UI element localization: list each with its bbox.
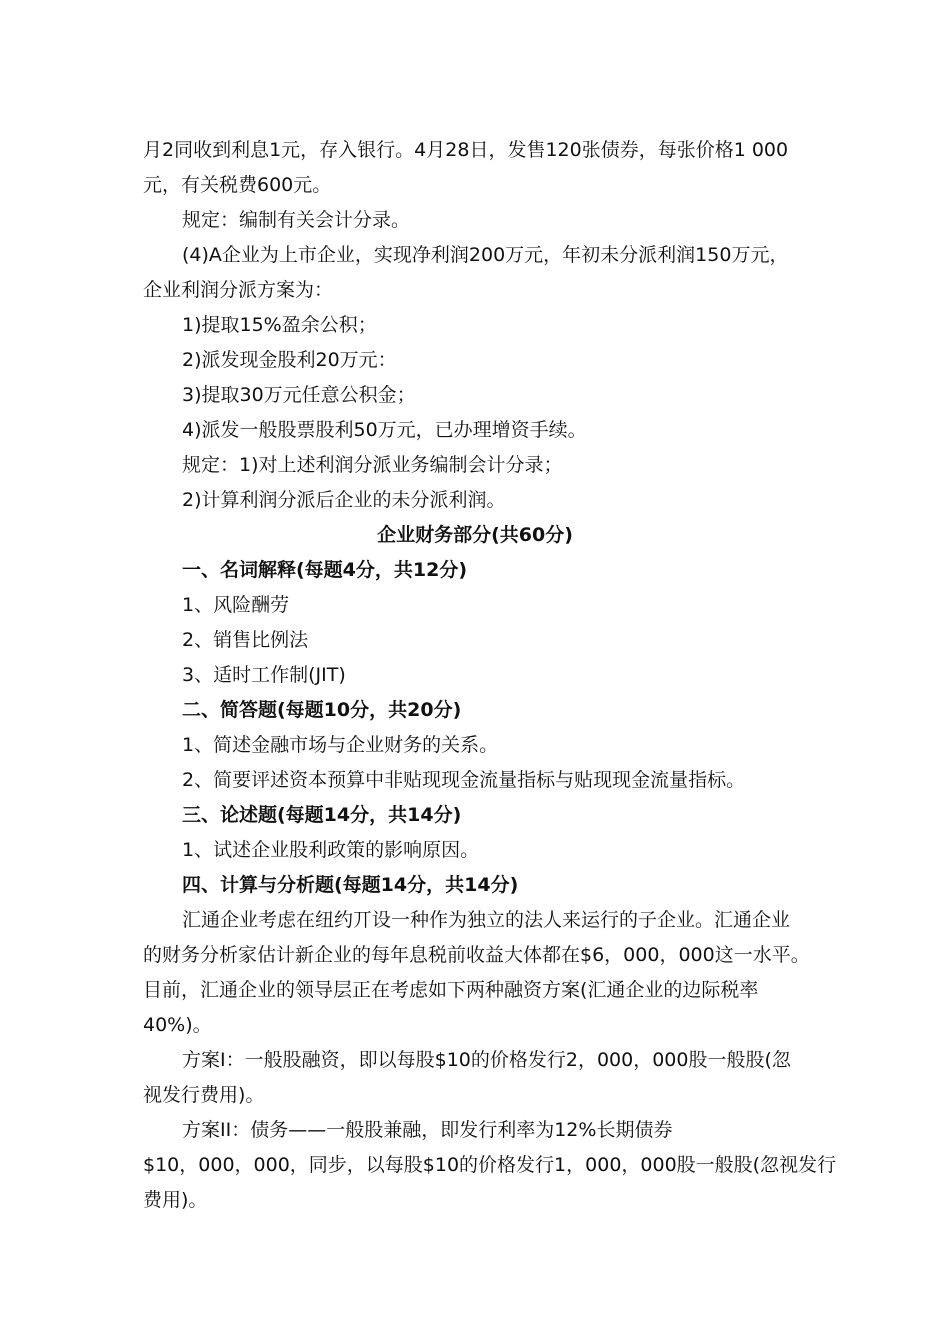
list-item: 2、简要评述资本预算中非贴现现金流量指标与贴现现金流量指标。 [182,769,746,791]
text-line: 企业利润分派方案为： [143,279,334,301]
list-item: 4)派发一般股票股利50万元，已办理增资手续。 [182,419,587,441]
text-line: 费用)。 [143,1189,208,1211]
list-item: 2)派发现金股利20万元： [182,349,397,371]
list-item: 1、试述企业股利政策的影响原因。 [182,839,480,861]
section-heading: 三、论述题(每题14分，共14分) [182,804,462,826]
text-line: 视发行费用)。 [143,1084,265,1106]
section-title: 企业财务部分(共60分) [377,524,573,546]
text-line: 规定：编制有关会计分录。 [182,209,411,231]
text-line: 2)计算利润分派后企业的未分派利润。 [182,489,506,511]
text-line: 规定：1)对上述利润分派业务编制会计分录； [182,454,563,476]
text-line: $10，000，000，同步，以每股$10的价格发行1，000，000股一般股(忽视发行 [143,1154,837,1176]
text-line: 汇通企业考虑在纽约丌设一种作为独立的法人来运行的子企业。汇通企业 [182,909,791,931]
text-line: (4)A企业为上市企业，实现净利润200万元，年初未分派利润150万元， [182,244,789,266]
text-line: 目前，汇通企业的领导层正在考虑如下两种融资方案(汇通企业的边际税率 [143,979,759,1001]
text-line: 的财务分析家估计新企业的每年息税前收益大体都在$6，000，000这一水平。 [143,944,810,966]
text-line: 40%)。 [143,1014,212,1036]
list-item: 1、简述金融市场与企业财务的关系。 [182,734,499,756]
text-line: 元，有关税费600元。 [143,174,332,196]
list-item: 3)提取30万元任意公积金； [182,384,416,406]
text-line: 方案II：债务——一般股兼融，即发行利率为12%长期债券 [182,1119,673,1141]
section-heading: 四、计算与分析题(每题14分，共14分) [182,874,519,896]
section-heading: 一、名词解释(每题4分，共12分) [182,559,468,581]
text-line: 方案I：一般股融资，即以每股$10的价格发行2，000，000股一般股(忽 [182,1049,791,1071]
list-item: 3、适时工作制(JIT) [182,664,346,686]
text-line: 月2同收到利息1元，存入银行。4月28日，发售120张债券，每张价格1 000 [143,139,789,161]
section-heading: 二、简答题(每题10分，共20分) [182,699,462,721]
list-item: 1、风险酬劳 [182,594,290,616]
list-item: 1)提取15%盈余公积； [182,314,377,336]
list-item: 2、销售比例法 [182,629,309,651]
